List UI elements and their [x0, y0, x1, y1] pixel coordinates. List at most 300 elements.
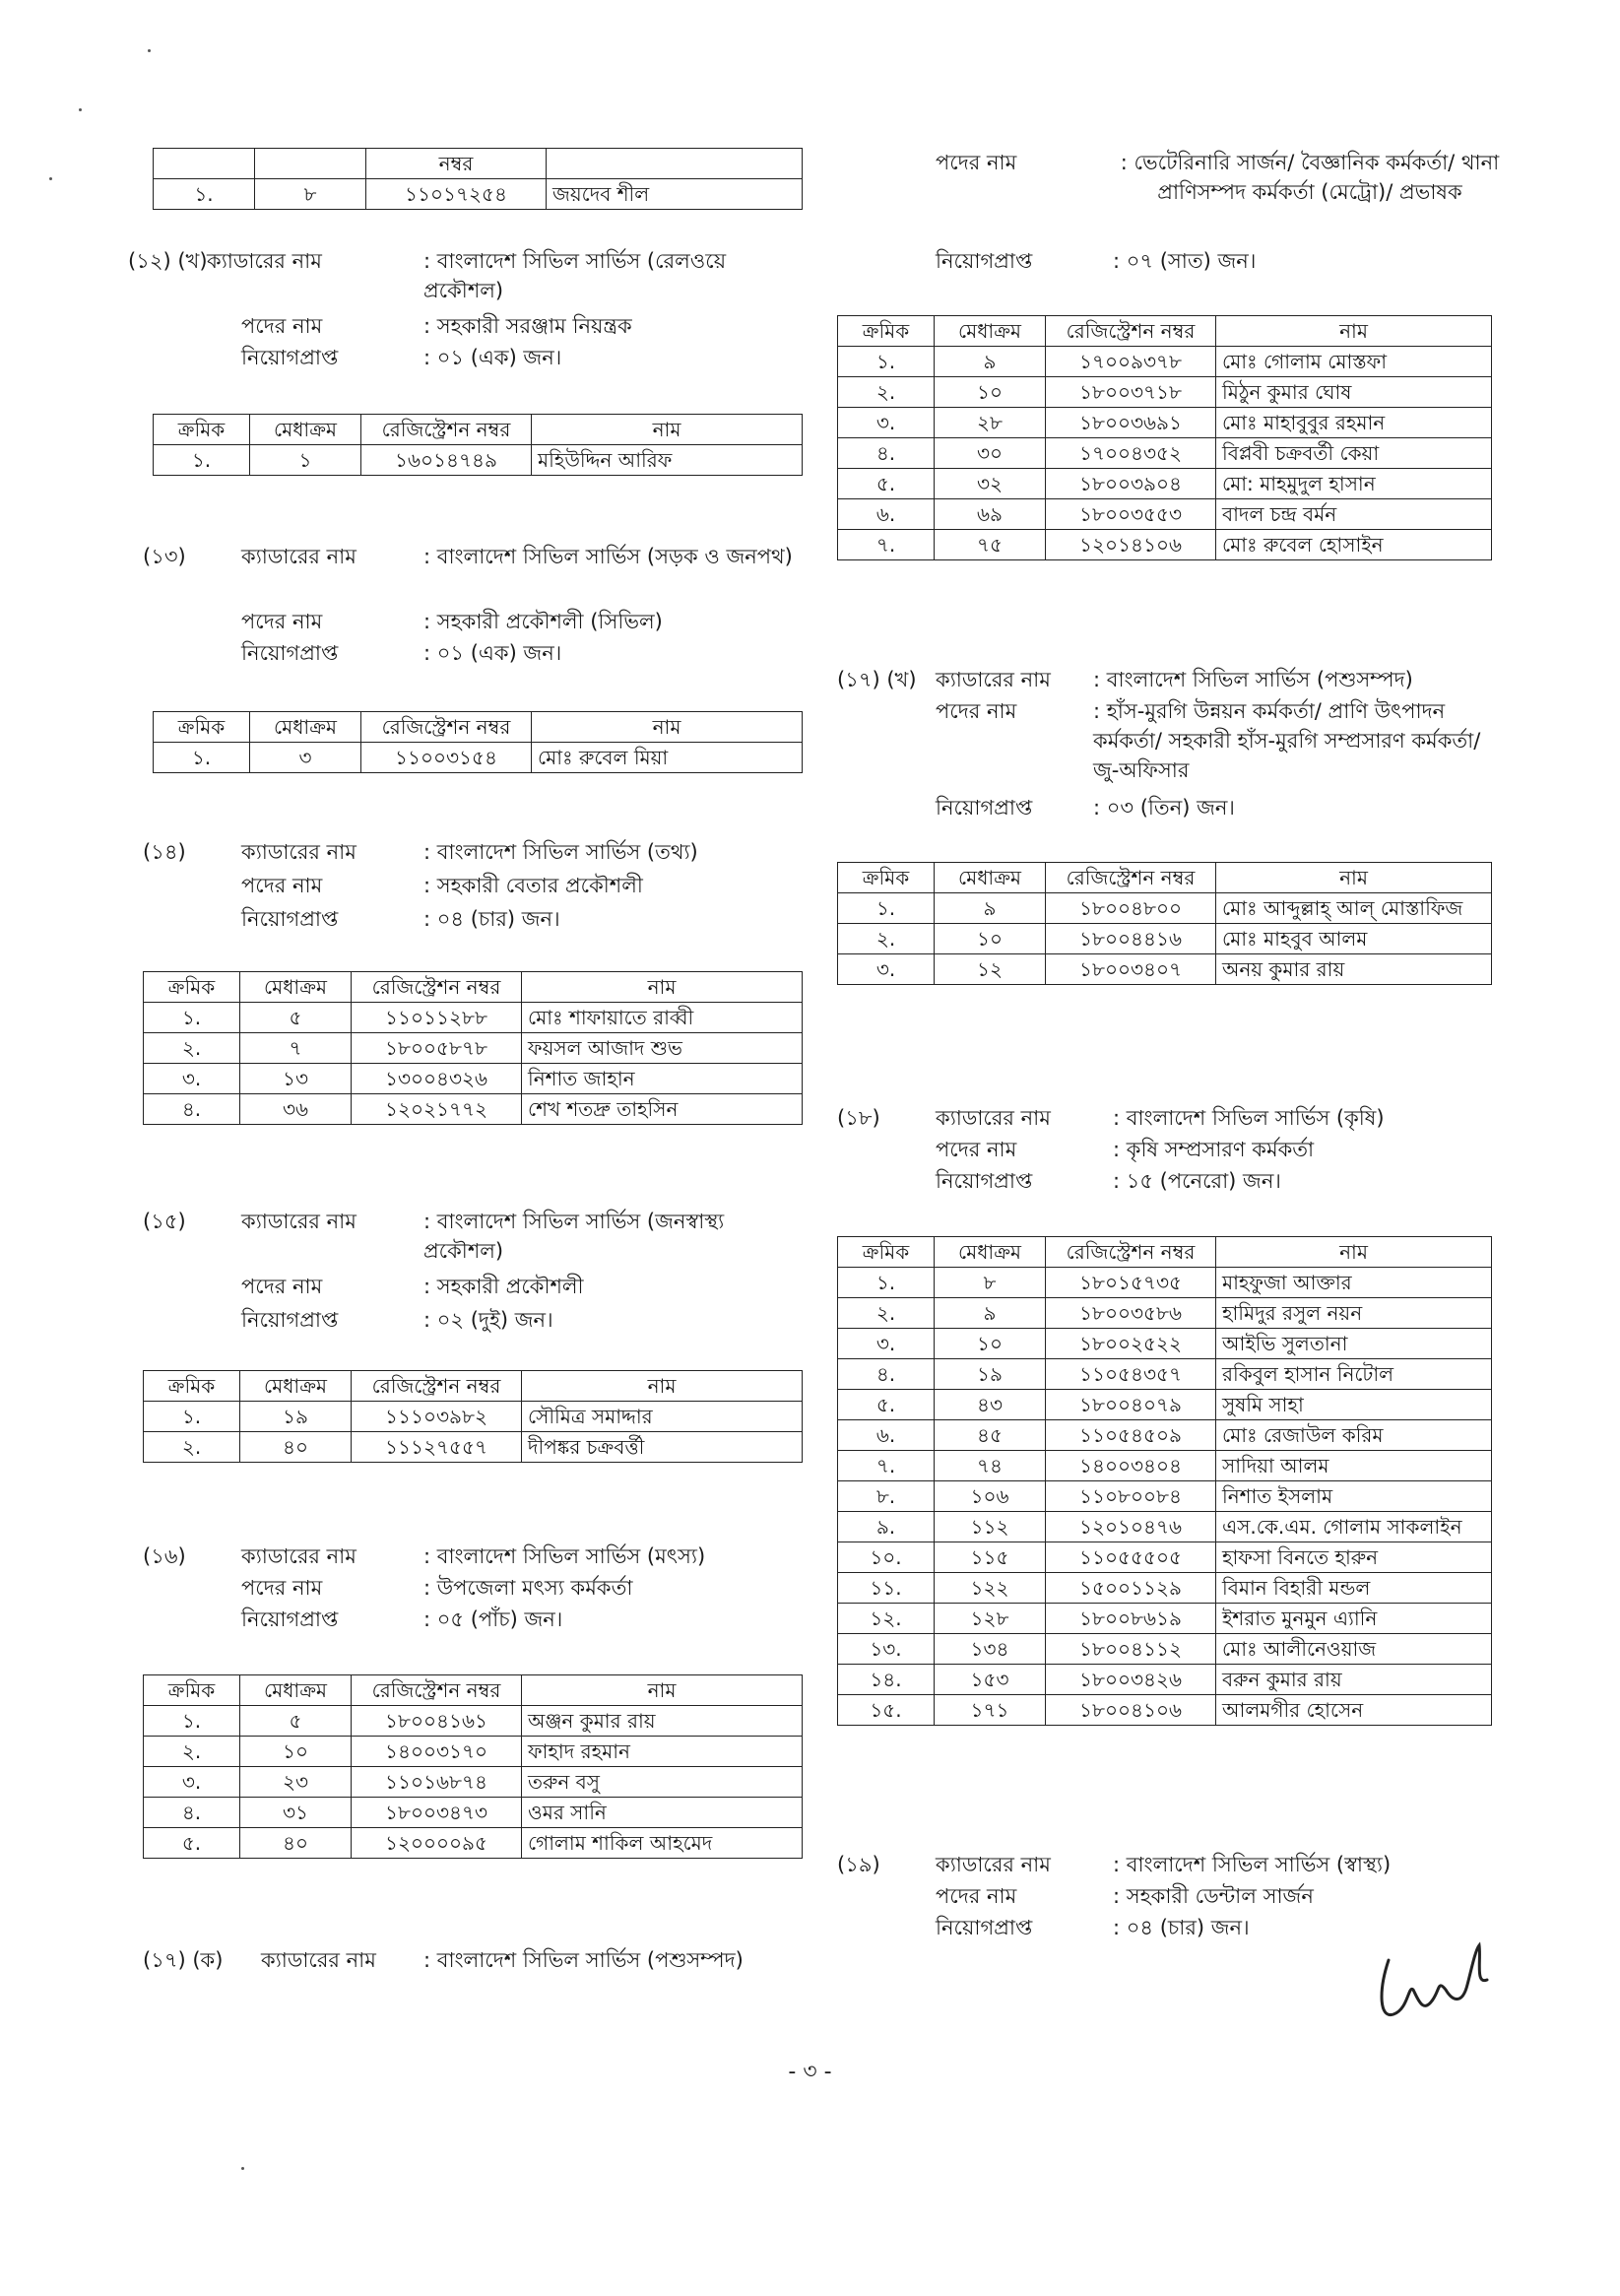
serial-cell: ১৩. [838, 1634, 935, 1665]
name-cell: মোঃ আব্দুল্লাহ্ আল্ মোস্তাফিজ [1216, 893, 1492, 924]
table-header-cell: মেধাক্রম [240, 972, 352, 1003]
name-cell: হাফসা বিনতে হারুন [1216, 1542, 1492, 1573]
serial-cell: ১. [154, 179, 255, 210]
table-header-row [144, 1675, 803, 1706]
cadre-value: : বাংলাদেশ সিভিল সার্ভিস (পশুসম্পদ) [1093, 668, 1413, 691]
table-header-cell: ক্রমিক [838, 1237, 935, 1268]
merit-cell: ৩ [250, 743, 361, 773]
section-table [837, 862, 1492, 985]
table-row [838, 377, 1492, 408]
table-row [144, 1033, 803, 1064]
count-label: নিয়োগপ্রাপ্ত [241, 1607, 339, 1631]
cadre-label: ক্যাডারের নাম [936, 1853, 1051, 1876]
signature-image [1369, 1931, 1497, 2029]
post-value: : হাঁস-মুরগি উন্নয়ন কর্মকর্তা/ প্রাণি উৎপাদন কর্মকর্তা/ সহকারী হাঁস-মুরগি সম্প্রসারণ কর্মকর্তা/ জু-অফিসার [1093, 699, 1481, 782]
post-label: পদের নাম [936, 699, 1017, 723]
name-cell: আলমগীর হোসেন [1216, 1695, 1492, 1726]
name-cell: সাদিয়া আলম [1216, 1451, 1492, 1481]
serial-cell: ২. [144, 1432, 240, 1463]
table-header-cell: রেজিস্ট্রেশন নম্বর [1046, 1237, 1216, 1268]
table-row [838, 530, 1492, 560]
merit-cell: ৪৩ [935, 1390, 1046, 1420]
candidate-table [837, 1236, 1492, 1726]
serial-cell: ৯. [838, 1512, 935, 1542]
registration-cell: ১৮০০৮৬১৯ [1046, 1604, 1216, 1634]
name-cell: ফাহাদ রহমান [522, 1737, 803, 1767]
registration-cell: ১১০৮০০৮৪ [1046, 1481, 1216, 1512]
table-row [838, 1451, 1492, 1481]
registration-cell: ১৮০০৪১১২ [1046, 1634, 1216, 1665]
merit-cell: ১২২ [935, 1573, 1046, 1604]
serial-cell: ১. [838, 893, 935, 924]
merit-cell: ৮ [255, 179, 366, 210]
registration-cell: ১৪০০৩৪০৪ [1046, 1451, 1216, 1481]
merit-cell: ২৮ [935, 408, 1046, 438]
count-label: নিয়োগপ্রাপ্ত [936, 1169, 1033, 1193]
merit-cell: ১৫৩ [935, 1665, 1046, 1695]
merit-cell: ৩০ [935, 438, 1046, 469]
name-cell: আইভি সুলতানা [1216, 1329, 1492, 1359]
merit-cell: ৪০ [240, 1828, 352, 1859]
merit-cell: ৯ [935, 1298, 1046, 1329]
table-header-cell: ক্রমিক [838, 316, 935, 347]
table-header-cell [547, 149, 803, 179]
serial-cell: ৪. [144, 1798, 240, 1828]
post-label: পদের নাম [936, 1884, 1017, 1908]
serial-cell: ৩. [838, 408, 935, 438]
registration-cell: ১৮০০৩৫৫৩ [1046, 499, 1216, 530]
registration-cell: ১৮০০৪৮০০ [1046, 893, 1216, 924]
scan-speck [49, 177, 52, 180]
section-number: (১৭) (খ) [837, 668, 917, 691]
table-header-cell: নাম [532, 712, 803, 743]
serial-cell: ১. [144, 1706, 240, 1737]
table-header-row [838, 863, 1492, 893]
table-row [838, 954, 1492, 985]
post-label: পদের নাম [936, 1138, 1017, 1161]
table-row [838, 408, 1492, 438]
table-row [154, 179, 803, 210]
post-value: : উপজেলা মৎস্য কর্মকর্তা [423, 1576, 633, 1600]
candidate-table [837, 862, 1492, 985]
serial-cell: ৫. [838, 469, 935, 499]
cadre-value: : বাংলাদেশ সিভিল সার্ভিস (তথ্য) [423, 840, 698, 864]
section-number: (১৮) [837, 1106, 880, 1130]
table-header-cell: নাম [1216, 863, 1492, 893]
table-header-cell [154, 149, 255, 179]
table-header-cell: নাম [522, 1675, 803, 1706]
serial-cell: ১২. [838, 1604, 935, 1634]
merit-cell: ১০ [935, 924, 1046, 954]
merit-cell: ১৩ [240, 1064, 352, 1094]
name-cell: অঞ্জন কুমার রায় [522, 1706, 803, 1737]
name-cell: এস.কে.এম. গোলাম সাকলাইন [1216, 1512, 1492, 1542]
table-row [838, 924, 1492, 954]
name-cell: জয়দেব শীল [547, 179, 803, 210]
section-number: (১২) (খ) [128, 249, 208, 273]
merit-cell: ১৯ [935, 1359, 1046, 1390]
scan-speck [148, 49, 151, 52]
table-row [144, 1737, 803, 1767]
serial-cell: ৩. [144, 1064, 240, 1094]
table-header-row [154, 712, 803, 743]
registration-cell: ১৮০০৩৪৭৩ [352, 1798, 522, 1828]
table-header-cell: রেজিস্ট্রেশন নম্বর [352, 1371, 522, 1402]
registration-cell: ১৮০০৩৪০৭ [1046, 954, 1216, 985]
serial-cell: ১০. [838, 1542, 935, 1573]
cadre-label: ক্যাডারের নাম [241, 1544, 356, 1568]
table-row [838, 438, 1492, 469]
table-header-cell: রেজিস্ট্রেশন নম্বর [361, 415, 532, 445]
table-row [838, 1481, 1492, 1512]
serial-cell: ২. [144, 1737, 240, 1767]
post-label: পদের নাম [241, 610, 323, 633]
table-row [838, 1665, 1492, 1695]
cadre-label: ক্যাডারের নাম [936, 1106, 1051, 1130]
serial-cell: ৭. [838, 530, 935, 560]
cadre-value: : বাংলাদেশ সিভিল সার্ভিস (স্বাস্থ্য) [1113, 1853, 1392, 1876]
candidate-table [143, 1674, 803, 1859]
registration-cell: ১১১২৭৫৫৭ [352, 1432, 522, 1463]
table-header-cell: ক্রমিক [838, 863, 935, 893]
table-header-cell: মেধাক্রম [250, 415, 361, 445]
candidate-table [837, 315, 1492, 560]
name-cell: মিঠুন কুমার ঘোষ [1216, 377, 1492, 408]
cadre-label: ক্যাডারের নাম [936, 668, 1051, 691]
table-header-row [154, 415, 803, 445]
name-cell: রকিবুল হাসান নিটোল [1216, 1359, 1492, 1390]
count-value: : ০৪ (চার) জন। [1113, 1916, 1250, 1939]
count-value: : ০৭ (সাত) জন। [1113, 249, 1257, 273]
name-cell: সৌমিত্র সমাদ্দার [522, 1402, 803, 1432]
serial-cell: ৩. [144, 1767, 240, 1798]
serial-cell: ৪. [838, 438, 935, 469]
registration-cell: ১২০১৪১০৬ [1046, 530, 1216, 560]
table-header-cell: নাম [1216, 1237, 1492, 1268]
section-table [143, 1674, 803, 1859]
registration-cell: ১৮০০৩৪২৬ [1046, 1665, 1216, 1695]
post-label: পদের নাম [241, 874, 323, 897]
name-cell: দীপঙ্কর চক্রবর্ত্তী [522, 1432, 803, 1463]
serial-cell: ১১. [838, 1573, 935, 1604]
merit-cell: ১০ [935, 1329, 1046, 1359]
table-header-cell: নাম [522, 972, 803, 1003]
registration-cell: ১৮০০৪০৭৯ [1046, 1390, 1216, 1420]
section-table [153, 414, 803, 476]
table-header-cell: ক্রমিক [144, 972, 240, 1003]
post-label: পদের নাম [241, 1275, 323, 1298]
registration-cell: ১৫০০১১২৯ [1046, 1573, 1216, 1604]
cadre-label: ক্যাডারের নাম [241, 545, 356, 568]
serial-cell: ১. [838, 1268, 935, 1298]
table-row [144, 1798, 803, 1828]
section-number: (১৭) (ক) [143, 1948, 224, 1972]
table-header-cell: নাম [1216, 316, 1492, 347]
serial-cell: ২. [838, 377, 935, 408]
serial-cell: ৪. [838, 1359, 935, 1390]
section-table [143, 1370, 803, 1463]
registration-cell: ১৮০০৫৮৭৮ [352, 1033, 522, 1064]
table-header-cell: ক্রমিক [154, 415, 250, 445]
scan-speck [241, 2167, 244, 2170]
registration-cell: ১৮০০২৫২২ [1046, 1329, 1216, 1359]
table-header-row [144, 972, 803, 1003]
name-cell: মোঃ রুবেল মিয়া [532, 743, 803, 773]
registration-cell: ১৮০০৩৫৮৬ [1046, 1298, 1216, 1329]
serial-cell: ৮. [838, 1481, 935, 1512]
section-number: (১৫) [143, 1210, 186, 1233]
serial-cell: ২. [144, 1033, 240, 1064]
merit-cell: ৫ [240, 1706, 352, 1737]
post-value: : সহকারী প্রকৌশলী [423, 1275, 584, 1298]
table-row [144, 1706, 803, 1737]
serial-cell: ৩. [838, 954, 935, 985]
count-label: নিয়োগপ্রাপ্ত [241, 907, 339, 931]
merit-cell: ৬৯ [935, 499, 1046, 530]
table-header-row [144, 1371, 803, 1402]
table-header-row [838, 316, 1492, 347]
table-header-cell: মেধাক্রম [240, 1675, 352, 1706]
table-row [144, 1094, 803, 1125]
table-row [838, 1512, 1492, 1542]
table-row [838, 1420, 1492, 1451]
cadre-value: : বাংলাদেশ সিভিল সার্ভিস (সড়ক ও জনপথ) [423, 545, 793, 568]
name-cell: নিশাত জাহান [522, 1064, 803, 1094]
count-value: : ০১ (এক) জন। [423, 346, 562, 369]
registration-cell: ১১০৫৪৫০৯ [1046, 1420, 1216, 1451]
table-row [144, 1432, 803, 1463]
section-table [837, 315, 1492, 560]
registration-cell: ১৭০০৪৩৫২ [1046, 438, 1216, 469]
table-header-cell: রেজিস্ট্রেশন নম্বর [361, 712, 532, 743]
merit-cell: ৮ [935, 1268, 1046, 1298]
registration-cell: ১১০০৩১৫৪ [361, 743, 532, 773]
serial-cell: ১৫. [838, 1695, 935, 1726]
section-number: (১৩) [143, 545, 186, 568]
name-cell: মোঃ রেজাউল করিম [1216, 1420, 1492, 1451]
post-value: : ভেটেরিনারি সার্জন/ বৈজ্ঞানিক কর্মকর্তা/ থানা প্রাণিসম্পদ কর্মকর্তা (মেট্রো)/ প্রভাষক [1120, 151, 1500, 204]
table-row [154, 445, 803, 476]
registration-cell: ১১০১১২৮৮ [352, 1003, 522, 1033]
table-header-cell: ক্রমিক [154, 712, 250, 743]
table-row [838, 893, 1492, 924]
merit-cell: ১২৮ [935, 1604, 1046, 1634]
merit-cell: ১০ [240, 1737, 352, 1767]
merit-cell: ৩১ [240, 1798, 352, 1828]
merit-cell: ৪৫ [935, 1420, 1046, 1451]
count-label: নিয়োগপ্রাপ্ত [241, 1308, 339, 1332]
post-value: : সহকারী ডেন্টাল সার্জন [1113, 1884, 1314, 1908]
registration-cell: ১৮০০৩৬৯১ [1046, 408, 1216, 438]
count-value: : ০৩ (তিন) জন। [1093, 796, 1235, 820]
count-label: নিয়োগপ্রাপ্ত [936, 249, 1033, 273]
cadre-value: : বাংলাদেশ সিভিল সার্ভিস (রেলওয়ে প্রকৌশল) [423, 249, 727, 302]
count-value: : ০২ (দুই) জন। [423, 1308, 553, 1332]
section-number: (১৯) [837, 1853, 880, 1876]
table-row [144, 1402, 803, 1432]
merit-cell: ৭৪ [935, 1451, 1046, 1481]
name-cell: মো: মাহমুদুল হাসান [1216, 469, 1492, 499]
merit-cell: ৫ [240, 1003, 352, 1033]
merit-cell: ৯ [935, 893, 1046, 924]
registration-cell: ১১১০৩৯৮২ [352, 1402, 522, 1432]
serial-cell: ৫. [838, 1390, 935, 1420]
serial-cell: ১৪. [838, 1665, 935, 1695]
registration-cell: ১৪০০৩১৭০ [352, 1737, 522, 1767]
cadre-value: : বাংলাদেশ সিভিল সার্ভিস (পশুসম্পদ) [423, 1948, 744, 1972]
cadre-value: : বাংলাদেশ সিভিল সার্ভিস (জনস্বাস্থ্য প্রকৌশল) [423, 1210, 725, 1263]
candidate-table [143, 1370, 803, 1463]
name-cell: নিশাত ইসলাম [1216, 1481, 1492, 1512]
merit-cell: ৯ [935, 347, 1046, 377]
serial-cell: ২. [838, 1298, 935, 1329]
registration-cell: ১৮০০৪৪১৬ [1046, 924, 1216, 954]
serial-cell: ১. [154, 743, 250, 773]
registration-cell: ১৮০০৩৭১৮ [1046, 377, 1216, 408]
table-row [144, 1003, 803, 1033]
name-cell: অনয় কুমার রায় [1216, 954, 1492, 985]
table-row [838, 1390, 1492, 1420]
section-table [837, 1236, 1492, 1726]
name-cell: মোঃ মাহাবুবুর রহমান [1216, 408, 1492, 438]
table-header-cell: মেধাক্রম [935, 316, 1046, 347]
table-row [838, 1298, 1492, 1329]
post-value: : সহকারী সরঞ্জাম নিয়ন্ত্রক [423, 314, 632, 338]
section-number: (১৪) [143, 840, 186, 864]
serial-cell: ৬. [838, 1420, 935, 1451]
serial-cell: ৭. [838, 1451, 935, 1481]
registration-cell: ১২০১০৪৭৬ [1046, 1512, 1216, 1542]
name-cell: মহিউদ্দিন আরিফ [532, 445, 803, 476]
merit-cell: ৭৫ [935, 530, 1046, 560]
table-header-cell: রেজিস্ট্রেশন নম্বর [352, 972, 522, 1003]
serial-cell: ৪. [144, 1094, 240, 1125]
post-value: : কৃষি সম্প্রসারণ কর্মকর্তা [1113, 1138, 1315, 1161]
section-number: (১৬) [143, 1544, 186, 1568]
name-cell: মোঃ মাহবুব আলম [1216, 924, 1492, 954]
candidate-table [153, 414, 803, 476]
serial-cell: ১. [154, 445, 250, 476]
registration-cell: ১৮০০৪১৬১ [352, 1706, 522, 1737]
count-label: নিয়োগপ্রাপ্ত [936, 796, 1033, 820]
name-cell: গোলাম শাকিল আহমেদ [522, 1828, 803, 1859]
scan-speck [79, 108, 82, 111]
table-row [838, 499, 1492, 530]
section-table [153, 711, 803, 773]
table-header-cell: রেজিস্ট্রেশন নম্বর [352, 1675, 522, 1706]
merit-cell: ১২ [935, 954, 1046, 985]
merit-cell: ১৯ [240, 1402, 352, 1432]
registration-cell: ১৩০০৪৩২৬ [352, 1064, 522, 1094]
merit-cell: ১ [250, 445, 361, 476]
table-row [838, 1542, 1492, 1573]
post-label: পদের নাম [241, 314, 323, 338]
section-table [143, 971, 803, 1125]
table-header-cell: রেজিস্ট্রেশন নম্বর [1046, 863, 1216, 893]
name-cell: শেখ শতদ্রু তাহসিন [522, 1094, 803, 1125]
registration-cell: ১১০১৬৮৭৪ [352, 1767, 522, 1798]
table-header-cell: নম্বর [366, 149, 547, 179]
continuation-table [153, 148, 803, 210]
registration-cell: ১১০৫৪৩৫৭ [1046, 1359, 1216, 1390]
cadre-value: : বাংলাদেশ সিভিল সার্ভিস (কৃষি) [1113, 1106, 1385, 1130]
count-label: নিয়োগপ্রাপ্ত [241, 641, 339, 665]
merit-cell: ১৭১ [935, 1695, 1046, 1726]
registration-cell: ১১০১৭২৫৪ [366, 179, 547, 210]
registration-cell: ১৮০০৪১০৬ [1046, 1695, 1216, 1726]
name-cell: সুষমি সাহা [1216, 1390, 1492, 1420]
serial-cell: ৬. [838, 499, 935, 530]
table-row [144, 1767, 803, 1798]
name-cell: ফয়সল আজাদ শুভ [522, 1033, 803, 1064]
merit-cell: ১১২ [935, 1512, 1046, 1542]
count-value: : ১৫ (পনেরো) জন। [1113, 1169, 1281, 1193]
merit-cell: ৭ [240, 1033, 352, 1064]
page-number: - ৩ - [788, 2060, 832, 2084]
name-cell: বাদল চন্দ্র বর্মন [1216, 499, 1492, 530]
serial-cell: ১. [144, 1402, 240, 1432]
table-row [144, 1064, 803, 1094]
candidate-table [143, 971, 803, 1125]
merit-cell: ৪০ [240, 1432, 352, 1463]
merit-cell: ১০৬ [935, 1481, 1046, 1512]
table-row [838, 1268, 1492, 1298]
registration-cell: ১৮০১৫৭৩৫ [1046, 1268, 1216, 1298]
table-header-cell: মেধাক্রম [240, 1371, 352, 1402]
merit-cell: ১১৫ [935, 1542, 1046, 1573]
table-row [838, 469, 1492, 499]
count-value: : ০১ (এক) জন। [423, 641, 562, 665]
merit-cell: ১০ [935, 377, 1046, 408]
serial-cell: ১. [838, 347, 935, 377]
post-label: পদের নাম [241, 1576, 323, 1600]
serial-cell: ২. [838, 924, 935, 954]
table-header-cell: মেধাক্রম [935, 863, 1046, 893]
table-header-cell: ক্রমিক [144, 1675, 240, 1706]
cadre-label: ক্যাডারের নাম [241, 840, 356, 864]
registration-cell: ১৭০০৯৩৭৮ [1046, 347, 1216, 377]
name-cell: মোঃ রুবেল হোসাইন [1216, 530, 1492, 560]
table-row [838, 1634, 1492, 1665]
name-cell: মাহফুজা আক্তার [1216, 1268, 1492, 1298]
post-value: : সহকারী প্রকৌশলী (সিভিল) [423, 610, 663, 633]
name-cell: বিমান বিহারী মন্ডল [1216, 1573, 1492, 1604]
table-row [838, 1695, 1492, 1726]
count-value: : ০৫ (পাঁচ) জন। [423, 1607, 563, 1631]
name-cell: মোঃ আলীনেওয়াজ [1216, 1634, 1492, 1665]
table-header-row [154, 149, 803, 179]
table-header-cell: মেধাক্রম [250, 712, 361, 743]
name-cell: বরুন কুমার রায় [1216, 1665, 1492, 1695]
registration-cell: ১৮০০৩৯০৪ [1046, 469, 1216, 499]
candidate-table [153, 711, 803, 773]
serial-cell: ৫. [144, 1828, 240, 1859]
registration-cell: ১২০০০০৯৫ [352, 1828, 522, 1859]
cadre-label: ক্যাডারের নাম [207, 249, 322, 273]
table-header-row [838, 1237, 1492, 1268]
count-label: নিয়োগপ্রাপ্ত [241, 346, 339, 369]
table-row [144, 1828, 803, 1859]
cadre-label: ক্যাডারের নাম [261, 1948, 376, 1972]
table-row [838, 1359, 1492, 1390]
table-row [838, 1329, 1492, 1359]
name-cell: ওমর সানি [522, 1798, 803, 1828]
merit-cell: ৩২ [935, 469, 1046, 499]
table-header-cell: নাম [522, 1371, 803, 1402]
post-label: পদের নাম [936, 151, 1017, 174]
merit-cell: ৩৬ [240, 1094, 352, 1125]
name-cell: হামিদুর রসুল নয়ন [1216, 1298, 1492, 1329]
